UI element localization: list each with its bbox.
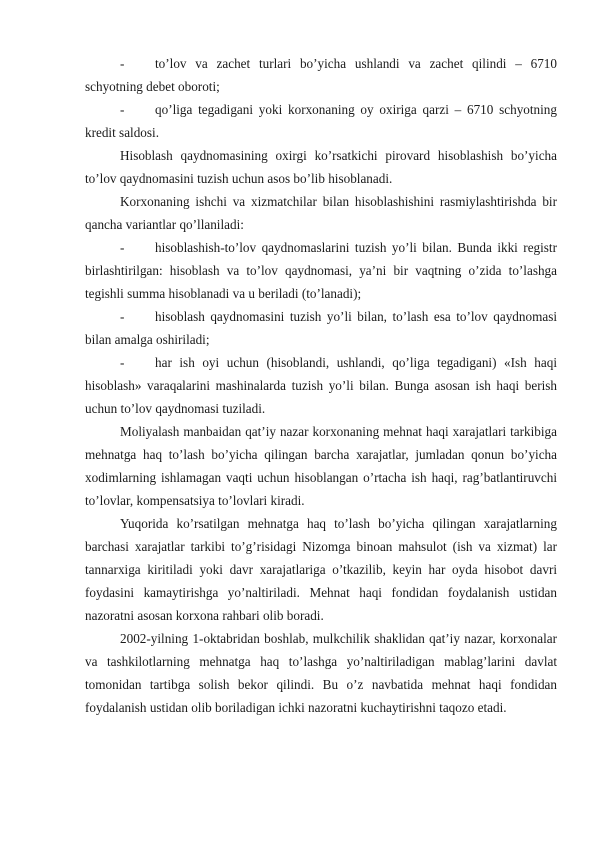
bullet-item [85,351,557,420]
bullet-marker: - [120,56,125,71]
document-page [85,52,557,719]
paragraph: Moliyalash manbaidan qat’iy nazar korxonaning mehnat haqi xarajatlari tarkibiga mehnatga haq to’lash bo’yicha qilingan barcha xarajatlar, jumladan qonun bo’yicha xodimlarning ishlamagan vaqti uchun hisoblangan o’rtacha ish haqi, rag’batlantiruvchi to’lovlar, kompensatsiya to’lovlari kiradi. [85,424,557,508]
bullet-item [85,98,557,144]
paragraph: Yuqorida ko’rsatilgan mehnatga haq to’lash bo’yicha qilingan xarajatlarning barchasi xarajatlar tarkibi to’g’risidagi Nizomga binoan mahsulot (ish va xizmat) lar tannarxiga kiritiladi yoki davr xarajatlariga o’tkazilib, keyin har oyda hisobot davri foydasini kamaytirishga yo’naltiriladi. Mehnat haqi fondidan foydalanish ustidan nazoratni asosan korxona rahbari olib boradi. [85,516,557,623]
bullet-text: har ish oyi uchun (hisoblandi, ushlandi, qo’liga tegadigani) «Ish haqi hisoblash» varaqalarini mashinalarda tuzish yo’li bilan. Bunga asosan ish haqi berish uchun to’lov qaydnomasi tuziladi. [85,355,557,416]
bullet-marker: - [120,102,125,117]
bullet-marker: - [120,240,125,255]
bullet-marker: - [120,309,125,324]
bullet-marker: - [120,355,125,370]
bullet-text: to’lov va zachet turlari bo’yicha ushlandi va zachet qilindi – 6710 schyotning debet oboroti; [85,56,557,94]
bullet-text: hisoblash qaydnomasini tuzish yo’li bilan, to’lash esa to’lov qaydnomasi bilan amalga oshiriladi; [85,309,557,347]
bullet-text: hisoblashish-to’lov qaydnomaslarini tuzish yo’li bilan. Bunda ikki registr birlashtirilgan: hisoblash va to’lov qaydnomasi, ya’ni bir vaqtning o’zida to’lashga tegishli summa hisoblanadi va u beriladi (to’lanadi); [85,240,557,301]
bullet-text: qo’liga tegadigani yoki korxonaning oy oxiriga qarzi – 6710 schyotning kredit saldosi. [85,102,557,140]
paragraph: 2002-yilning 1-oktabridan boshlab, mulkchilik shaklidan qat’iy nazar, korxonalar va tashkilotlarning mehnatga haq to’lashga yo’naltiriladigan mablag’larini davlat tomonidan tartibga solish bekor qilindi. Bu o’z navbatida mehnat haqi fondidan foydalanish ustidan olib boriladigan ichki nazoratni kuchaytirishni taqozo etadi. [85,631,557,715]
bullet-item [85,52,557,98]
paragraph: Hisoblash qaydnomasining oxirgi ko’rsatkichi pirovard hisoblashish bo’yicha to’lov qaydnomasini tuzish uchun asos bo’lib hisoblanadi. [85,148,557,186]
paragraph: Korxonaning ishchi va xizmatchilar bilan hisoblashishini rasmiylashtirishda bir qancha variantlar qo’llaniladi: [85,194,557,232]
bullet-item [85,305,557,351]
bullet-item [85,236,557,305]
